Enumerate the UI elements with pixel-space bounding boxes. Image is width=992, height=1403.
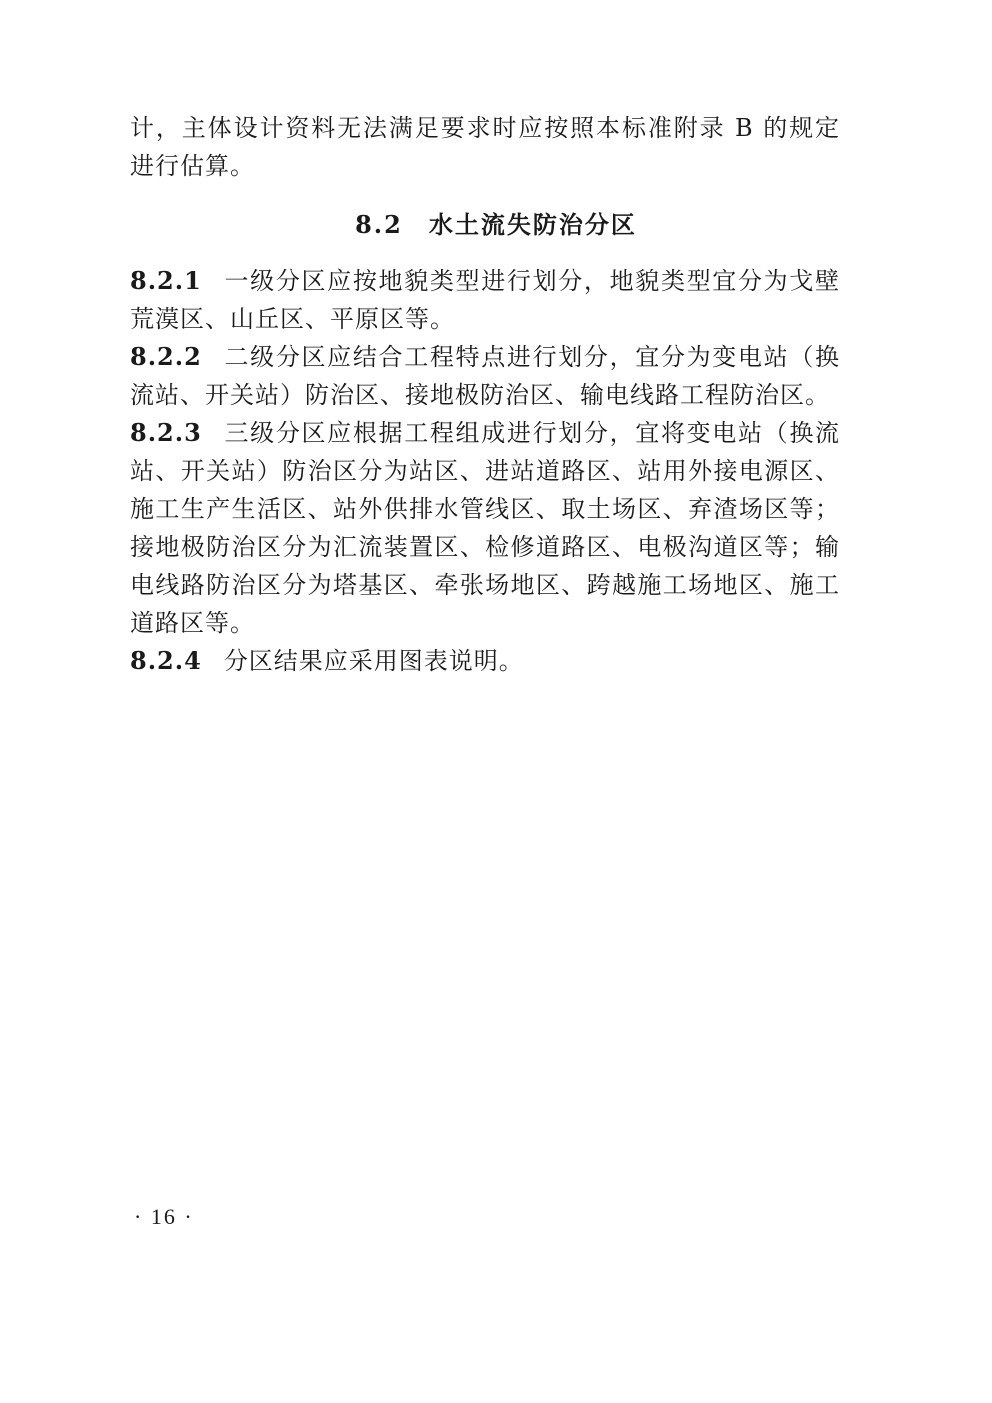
clause-number: 8.2.1 [130, 266, 202, 295]
continuation-paragraph: 计，主体设计资料无法满足要求时应按照本标准附录 B 的规定进行估算。 [130, 114, 840, 180]
clause-list [130, 262, 840, 680]
clause-8-2-4 [130, 642, 840, 680]
clause-text: 二级分区应结合工程特点进行划分，宜分为变电站（换流站、开关站）防治区、接地极防治区、输电线路工程防治区。 [130, 343, 840, 409]
clause-number: 8.2.2 [130, 342, 202, 371]
clause-text: 三级分区应根据工程组成进行划分，宜将变电站（换流站、开关站）防治区分为站区、进站道路区、站用外接电源区、施工生产生活区、站外供排水管线区、取土场区、弃渣场区等；接地极防治区分为汇流装置区、检修道路区、电极沟道区等；输电线路防治区分为塔基区、牵张场地区、跨越施工场地区、施工道路区等。 [130, 419, 840, 637]
clause-number: 8.2.4 [130, 646, 202, 675]
section-title: 水土流失防治分区 [428, 210, 637, 239]
page-number: · 16 · [134, 1204, 194, 1229]
clause-text: 一级分区应按地貌类型进行划分，地貌类型宜分为戈壁荒漠区、山丘区、平原区等。 [130, 267, 840, 333]
clause-text: 分区结果应采用图表说明。 [223, 647, 524, 675]
clause-8-2-1 [130, 262, 840, 338]
section-number: 8.2 [355, 210, 403, 239]
clause-number: 8.2.3 [130, 418, 202, 447]
clause-8-2-2 [130, 338, 840, 414]
clause-8-2-3 [130, 414, 840, 642]
section-heading [0, 206, 992, 244]
